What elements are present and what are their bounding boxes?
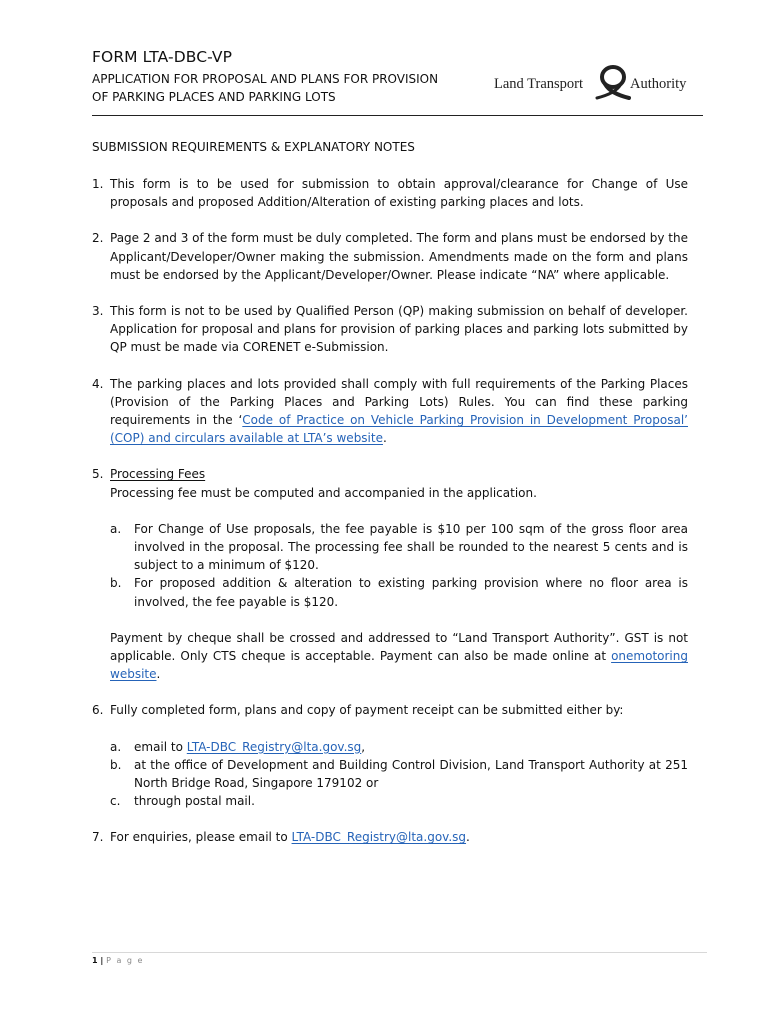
note-6 [92,701,688,810]
note-text: This form is not to be used by Qualified Person (QP) making submission on behalf of developer. Application for proposal and plans for provision of parking places and parking lots submitted by QP must be made via CORENET e-Submission. [110,304,688,355]
submission-methods [110,738,688,811]
item-text: at the office of Development and Building Control Division, Land Transport Authority at 251 North Bridge Road, Singapore 179102 or [134,757,688,791]
note-text [110,828,688,846]
page-number: 1 [92,956,98,965]
lta-logo [494,64,704,100]
processing-fees-heading: Processing Fees [110,467,206,482]
registry-email-link[interactable]: LTA-DBC_Registry@lta.gov.sg [186,739,362,754]
note-text-after: . [382,431,387,446]
logo-text-left: Land Transport [494,76,584,92]
fee-items [110,520,688,611]
page-label: P a g e [106,956,144,965]
section-heading: SUBMISSION REQUIREMENTS & EXPLANATORY NOTES [92,140,415,154]
note-number: 2. [92,231,104,246]
item-text: For proposed addition & alteration to existing parking provision where no floor area is involved, the fee payable is $120. [134,576,688,609]
note-text [110,375,688,448]
note-2 [92,229,688,284]
submission-method-b [110,756,688,792]
fee-item-b [110,574,688,610]
footer-divider [92,952,707,953]
form-subtitle [92,70,482,106]
item-text: through postal mail. [134,794,255,809]
form-subtitle-line2: OF PARKING PLACES AND PARKING LOTS [92,90,336,104]
submission-method-a [110,738,688,756]
note-number: 5. [92,467,104,482]
note-1 [92,175,688,211]
item-letter: c. [110,794,121,809]
payment-text-after: . [156,667,161,682]
header-divider [92,115,703,116]
note-number: 4. [92,376,104,391]
logo-text-right: Authority [630,76,687,92]
lta-emblem-icon [591,64,635,100]
item-letter: b. [110,576,122,591]
enquiry-email-link[interactable]: LTA-DBC_Registry@lta.gov.sg [291,830,467,845]
submission-method-c [110,792,688,810]
onemotoring-link[interactable]: onemotoring website [110,649,688,682]
form-code-title: FORM LTA-DBC-VP [92,48,233,66]
note-number: 6. [92,703,104,718]
note-number: 3. [92,304,104,319]
item-prefix: email to [134,739,187,754]
note-text: Page 2 and 3 of the form must be duly completed. The form and plans must be endorsed by the Applicant/Developer/Owner making the submission. Amendments made on the form and plans must be endorsed by the Applicant/Developer/Owner. Please indicate “NA” where applicable. [110,231,688,282]
page-footer [92,956,144,965]
item-letter: a. [110,521,122,536]
note-number: 7. [92,830,104,845]
note-text-before: The parking places and lots provided shall comply with full requirements of the Parking Places (Provision of the Parking Places and Parking Lots) Rules. You can find these parking requirements in the ‘ [110,376,688,428]
payment-text-before: Payment by cheque shall be crossed and addressed to “Land Transport Authority”. GST is not applicable. Only CTS cheque is acceptable. Payment can also be made online at [110,630,688,664]
processing-fees-intro: Processing fee must be computed and accompanied in the application. [110,485,537,500]
fee-item-a [110,520,688,575]
item-text: For Change of Use proposals, the fee payable is $10 per 100 sqm of the gross floor area involved in the proposal. The processing fee shall be rounded to the nearest 5 cents and is subject to a minimum of $120. [134,521,688,573]
item-suffix: , [361,739,366,754]
item-letter: b. [110,757,122,772]
payment-text [110,629,688,684]
note-5 [92,465,688,683]
footer-separator: | [97,956,107,965]
note-prefix: For enquiries, please email to [110,830,292,845]
note-number: 1. [92,177,104,191]
note-suffix: . [466,830,470,845]
cop-link[interactable]: Code of Practice on Vehicle Parking Provision in Development Proposal’ (COP) and circulars available at LTA’s website [110,413,688,446]
form-header [92,44,704,116]
item-letter: a. [110,739,122,754]
notes-list [92,175,688,865]
note-text: Fully completed form, plans and copy of payment receipt can be submitted either by: [110,703,624,718]
note-text: This form is to be used for submission to obtain approval/clearance for Change of Use proposals and proposed Addition/Alteration of existing parking places and lots. [110,177,688,210]
note-3 [92,302,688,357]
note-7 [92,828,688,846]
note-4 [92,375,688,448]
form-subtitle-line1: APPLICATION FOR PROPOSAL AND PLANS FOR PROVISION [92,72,439,86]
